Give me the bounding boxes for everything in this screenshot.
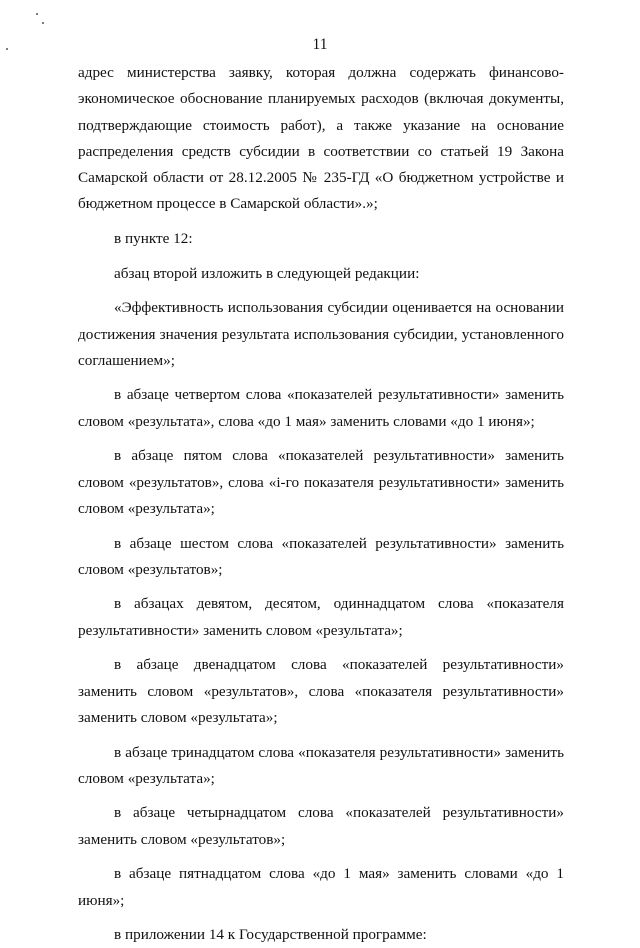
paragraph: в пункте 12:	[114, 230, 193, 248]
paragraph: в абзацах девятом, десятом, одиннадцатом слова «показателя результативности» заменить словом «результата»;	[78, 595, 564, 639]
paragraph: в абзаце шестом слова «показателей результативности» заменить словом «результатов»;	[78, 534, 564, 578]
paragraph: абзац второй изложить в следующей редакции:	[114, 264, 420, 282]
paragraph: адрес министерства заявку, которая должна содержать финансово-экономическое обоснование планируемых расходов (включая документы, подтверждающие стоимость работ), а также указание на основание распределения средств субсидии в соответствии со статьей 19 Закона Самарской области от 28.12.2005 № 235-ГД «О бюджетном устройстве и бюджетном процессе в Самарской области».»;	[78, 64, 564, 213]
paragraph: в абзаце тринадцатом слова «показателя результативности» заменить словом «результата»;	[78, 743, 564, 787]
page-number: 11	[312, 36, 328, 53]
paragraph: в приложении 14 к Государственной программе:	[114, 926, 427, 944]
paragraph: в абзаце четвертом слова «показателей результативности» заменить словом «результата», слова «до 1 мая» заменить словами «до 1 июня»;	[78, 386, 564, 430]
paragraph: в абзаце четырнадцатом слова «показателей результативности» заменить словом «результатов»;	[78, 804, 564, 848]
paragraph: «Эффективность использования субсидии оценивается на основании достижения значения результата использования субсидии, установленного соглашением»;	[78, 299, 564, 369]
paragraph: в абзаце пятнадцатом слова «до 1 мая» заменить словами «до 1 июня»;	[78, 865, 564, 909]
paragraph: в абзаце двенадцатом слова «показателей результативности» заменить словом «результатов», слова «показателя результативности» заменить словом «результата»;	[78, 656, 564, 726]
document-body	[78, 60, 564, 948]
scan-dot	[42, 22, 44, 24]
scan-dot	[36, 13, 38, 15]
paragraph: в абзаце пятом слова «показателей результативности» заменить словом «результатов», слова «i-го показателя результативности» заменить словом «результата»;	[78, 447, 564, 517]
